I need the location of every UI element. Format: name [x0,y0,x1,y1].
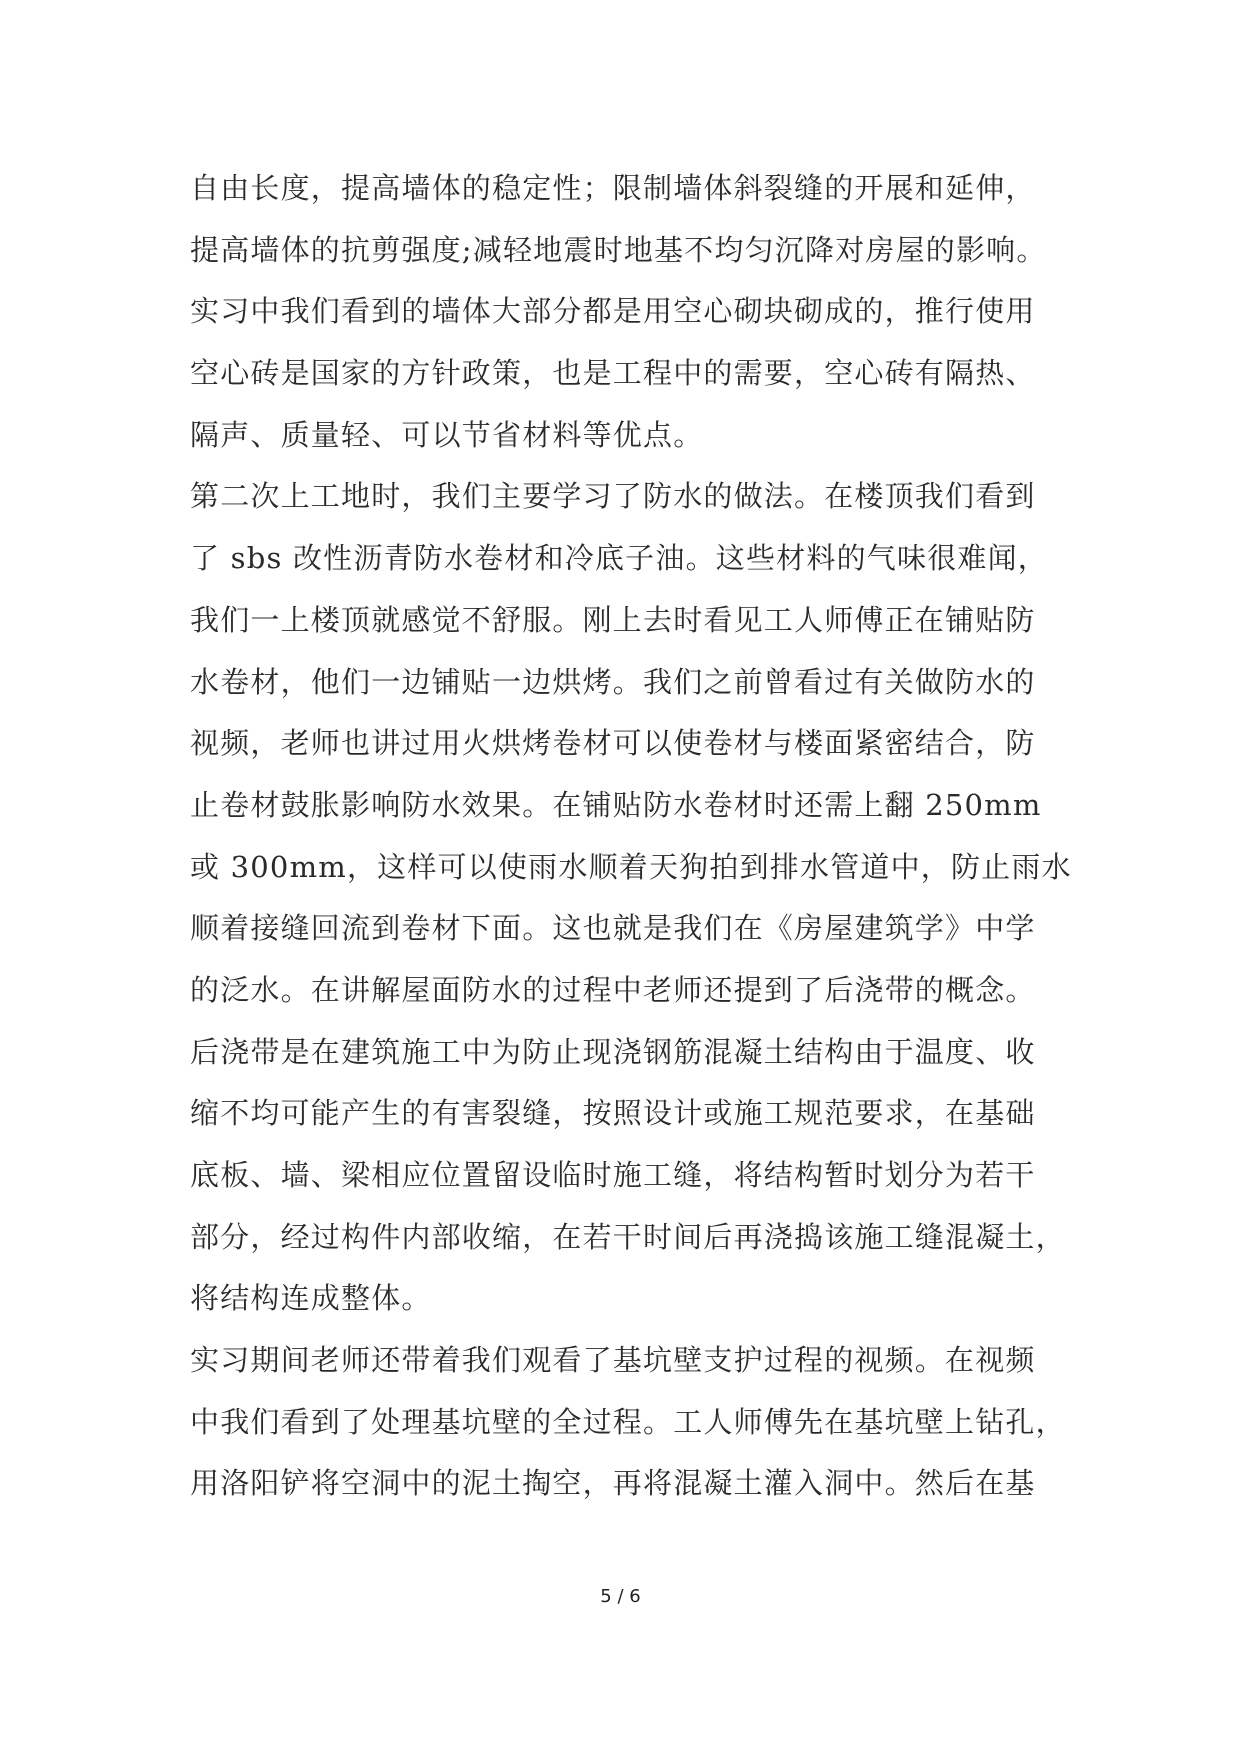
text-line: 空心砖是国家的方针政策，也是工程中的需要，空心砖有隔热、 [190,356,1036,391]
text-line: 提高墙体的抗剪强度;减轻地震时地基不均匀沉降对房屋的影响。 [190,232,1047,267]
text-line: 第二次上工地时，我们主要学习了防水的做法。在楼顶我们看到 [190,479,1036,514]
page-number: 5 / 6 [600,1586,641,1607]
text-line: 将结构连成整体。 [190,1281,432,1316]
text-line: 中我们看到了处理基坑壁的全过程。工人师傅先在基坑壁上钻孔， [190,1404,1066,1439]
text-line: 缩不均可能产生的有害裂缝，按照设计或施工规范要求，在基础 [190,1096,1036,1131]
text-line: 视频，老师也讲过用火烘烤卷材可以使卷材与楼面紧密结合，防 [190,726,1036,761]
text-line: 实习期间老师还带着我们观看了基坑壁支护过程的视频。在视频 [190,1343,1036,1378]
text-line: 隔声、质量轻、可以节省材料等优点。 [190,417,704,452]
text-line: 自由长度，提高墙体的稳定性；限制墙体斜裂缝的开展和延伸， [190,171,1036,205]
text-line: 底板、墙、梁相应位置留设临时施工缝，将结构暂时划分为若干 [190,1158,1036,1192]
text-line: 的泛水。在讲解屋面防水的过程中老师还提到了后浇带的概念。 [190,972,1036,1007]
text-line: 了 sbs 改性沥青防水卷材和冷底子油。这些材料的气味很难闻， [190,541,1048,576]
body-text [190,158,1090,1515]
text-line: 后浇带是在建筑施工中为防止现浇钢筋混凝土结构由于温度、收 [190,1034,1036,1069]
text-line: 我们一上楼顶就感觉不舒服。刚上去时看见工人师傅正在铺贴防 [190,602,1036,637]
text-line: 部分，经过构件内部收缩，在若干时间后再浇捣该施工缝混凝土， [190,1219,1066,1254]
text-line: 止卷材鼓胀影响防水效果。在铺贴防水卷材时还需上翻 250mm [190,787,1042,822]
text-line: 实习中我们看到的墙体大部分都是用空心砌块砌成的，推行使用 [190,294,1036,329]
text-line: 水卷材，他们一边铺贴一边烘烤。我们之前曾看过有关做防水的 [190,664,1036,699]
text-line: 用洛阳铲将空洞中的泥土掏空，再将混凝土灌入洞中。然后在基 [190,1466,1036,1501]
text-line: 顺着接缝回流到卷材下面。这也就是我们在《房屋建筑学》中学 [190,911,1036,946]
text-line: 或 300mm，这样可以使雨水顺着天狗拍到排水管道中，防止雨水 [190,849,1072,884]
